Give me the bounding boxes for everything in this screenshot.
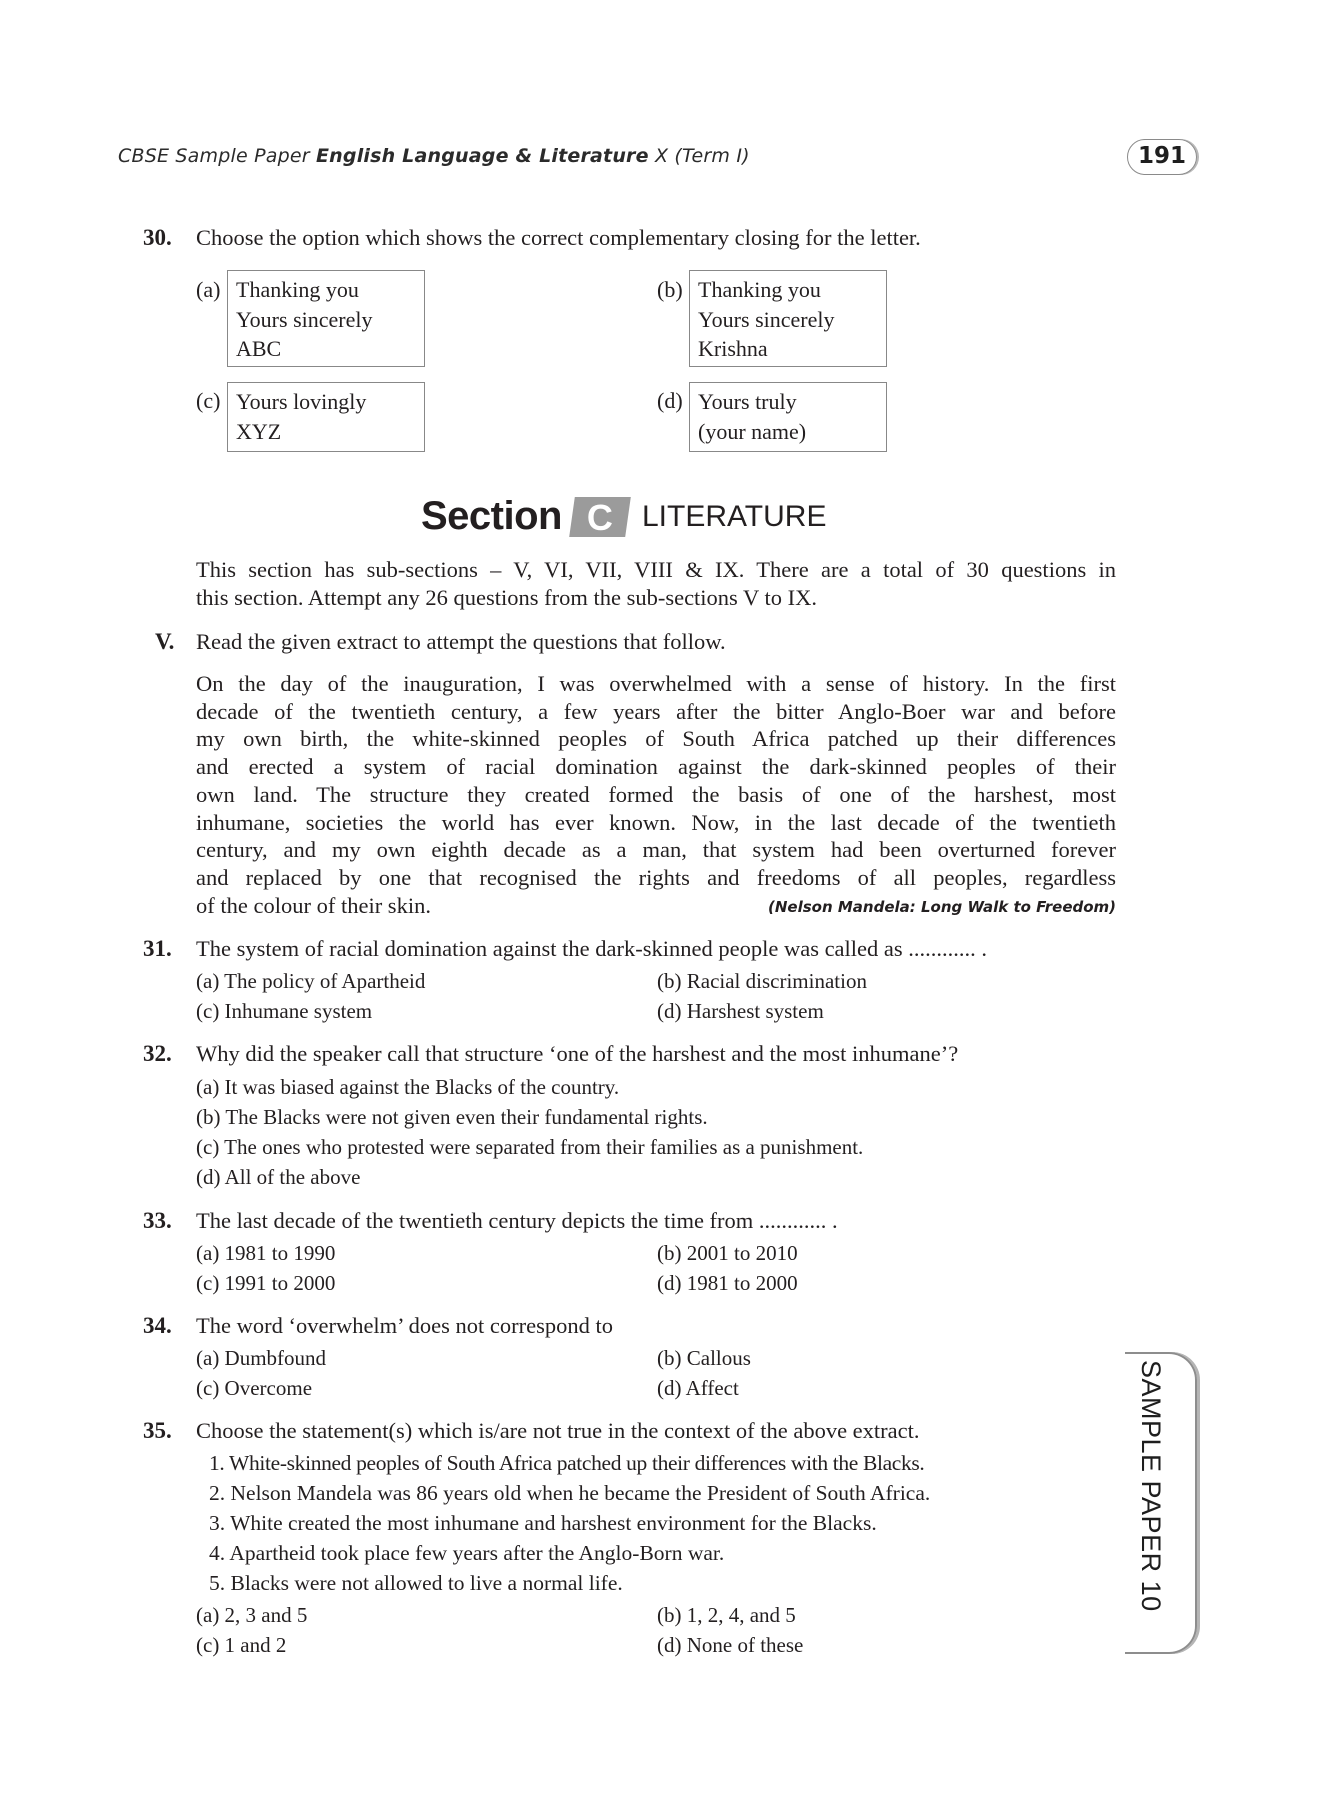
extract-line: own land. The structure they created formed the basis of one of the harshest, most: [196, 781, 1116, 807]
question-text-33: The last decade of the twentieth century depicts the time from ............ .: [196, 1208, 838, 1233]
statement-item: 2. Nelson Mandela was 86 years old when he became the President of South Africa.: [209, 1481, 931, 1505]
answer-option-a: (a) The policy of Apartheid: [196, 969, 426, 993]
answer-option-b: (b) Callous: [657, 1346, 751, 1370]
subsection-number-v: V.: [155, 629, 175, 654]
section-letter: C: [586, 496, 613, 538]
question-number-34: 34.: [143, 1313, 172, 1338]
statement-item: 3. White created the most inhumane and harshest environment for the Blacks.: [209, 1511, 877, 1535]
answer-option-c: (c) Inhumane system: [196, 999, 373, 1023]
box-line: Yours sincerely: [698, 306, 835, 332]
extract-line: decade of the twentieth century, a few years after the bitter Anglo-Boer war and before: [196, 698, 1116, 724]
answer-option-d: (d) None of these: [657, 1633, 804, 1657]
answer-option-d: (d) All of the above: [196, 1165, 361, 1189]
box-line: ABC: [236, 336, 282, 361]
option-label-c: (c): [196, 388, 221, 413]
box-line: XYZ: [236, 418, 282, 444]
answer-option-c: (c) Overcome: [196, 1376, 313, 1400]
extract-line: and erected a system of racial domination against the dark-skinned peoples of their: [196, 754, 1116, 780]
extract-line: of the colour of their skin.: [196, 892, 431, 918]
answer-option-c: (c) 1 and 2: [196, 1633, 287, 1657]
section-title: LITERATURE: [641, 499, 827, 533]
answer-option-d: (d) Harshest system: [657, 999, 824, 1023]
box-line: (your name): [698, 418, 807, 444]
answer-option-a: (a) Dumbfound: [196, 1346, 327, 1370]
answer-option-a: (a) 1981 to 1990: [196, 1241, 336, 1265]
question-text-31: The system of racial domination against the dark-skinned people was called as ............ .: [196, 936, 988, 961]
question-number-33: 33.: [143, 1208, 172, 1233]
question-number-31: 31.: [143, 936, 172, 961]
page-number-badge: 191: [1127, 139, 1197, 175]
closing-option-box-c: [227, 382, 425, 452]
closing-option-box-b: [689, 270, 887, 367]
question-text-30: Choose the option which shows the correct complementary closing for the letter.: [196, 225, 921, 250]
statement-item: 1. White-skinned peoples of South Africa patched up their differences with the Blacks.: [209, 1451, 925, 1475]
question-text-32: Why did the speaker call that structure ‘one of the harshest and the most inhumane’?: [196, 1041, 959, 1066]
answer-option-c: (c) The ones who protested were separated from their families as a punishment.: [196, 1135, 864, 1159]
closing-option-box-d: [689, 382, 887, 452]
box-line: Yours sincerely: [236, 306, 373, 332]
side-tab-label: SAMPLE PAPER 10: [1136, 1360, 1166, 1612]
answer-option-a: (a) 2, 3 and 5: [196, 1603, 308, 1627]
subsection-instruction: Read the given extract to attempt the questions that follow.: [196, 629, 726, 654]
answer-option-d: (d) 1981 to 2000: [657, 1271, 798, 1295]
question-number-30: 30.: [143, 225, 172, 250]
extract-line: inhumane, societies the world has ever known. Now, in the last decade of the twentieth: [196, 809, 1116, 835]
extract-line: my own birth, the white-skinned peoples of South Africa patched up their differences: [196, 726, 1116, 752]
extract-passage: [196, 670, 1116, 919]
question-text-34: The word ‘overwhelm’ does not correspond to: [196, 1313, 613, 1338]
extract-citation: (Nelson Mandela: Long Walk to Freedom): [768, 898, 1117, 916]
section-heading: [421, 494, 826, 539]
option-label-d: (d): [657, 388, 683, 413]
answer-option-d: (d) Affect: [657, 1376, 739, 1400]
answer-option-b: (b) 1, 2, 4, and 5: [657, 1603, 796, 1627]
header-prefix: CBSE Sample Paper: [118, 145, 316, 167]
box-line: Krishna: [698, 336, 768, 361]
intro-line: This section has sub-sections – V, VI, VII, VIII & IX. There are a total of 30 questions in: [196, 557, 1116, 582]
answer-option-b: (b) 2001 to 2010: [657, 1241, 798, 1265]
section-word: Section: [421, 494, 562, 538]
box-line: Yours truly: [698, 389, 797, 414]
box-line: Yours lovingly: [236, 389, 367, 414]
header-suffix: X (Term I): [648, 145, 750, 167]
box-line: Thanking you: [698, 277, 821, 302]
answer-option-c: (c) 1991 to 2000: [196, 1271, 336, 1295]
extract-line: On the day of the inauguration, I was overwhelmed with a sense of history. In the first: [196, 671, 1116, 696]
section-letter-badge: [569, 497, 631, 537]
header-subject: English Language & Literature: [316, 145, 649, 167]
statement-item: 5. Blacks were not allowed to live a normal life.: [209, 1571, 623, 1595]
question-text-35: Choose the statement(s) which is/are not true in the context of the above extract.: [196, 1418, 920, 1443]
option-label-a: (a): [196, 277, 221, 302]
running-header: [118, 145, 750, 167]
question-number-35: 35.: [143, 1418, 172, 1443]
option-label-b: (b): [657, 277, 683, 302]
box-line: Thanking you: [236, 277, 359, 302]
extract-line: and replaced by one that recognised the rights and freedoms of all peoples, regardless: [196, 864, 1116, 890]
intro-line: this section. Attempt any 26 questions from the sub-sections V to IX.: [196, 584, 817, 610]
section-intro: [196, 556, 1116, 611]
closing-option-box-a: [227, 270, 425, 367]
extract-line: century, and my own eighth decade as a man, that system had been overturned forever: [196, 837, 1116, 863]
answer-option-b: (b) The Blacks were not given even their fundamental rights.: [196, 1105, 708, 1129]
answer-option-a: (a) It was biased against the Blacks of the country.: [196, 1075, 620, 1099]
answer-option-b: (b) Racial discrimination: [657, 969, 867, 993]
question-number-32: 32.: [143, 1041, 172, 1066]
statement-item: 4. Apartheid took place few years after the Anglo-Born war.: [209, 1541, 725, 1565]
